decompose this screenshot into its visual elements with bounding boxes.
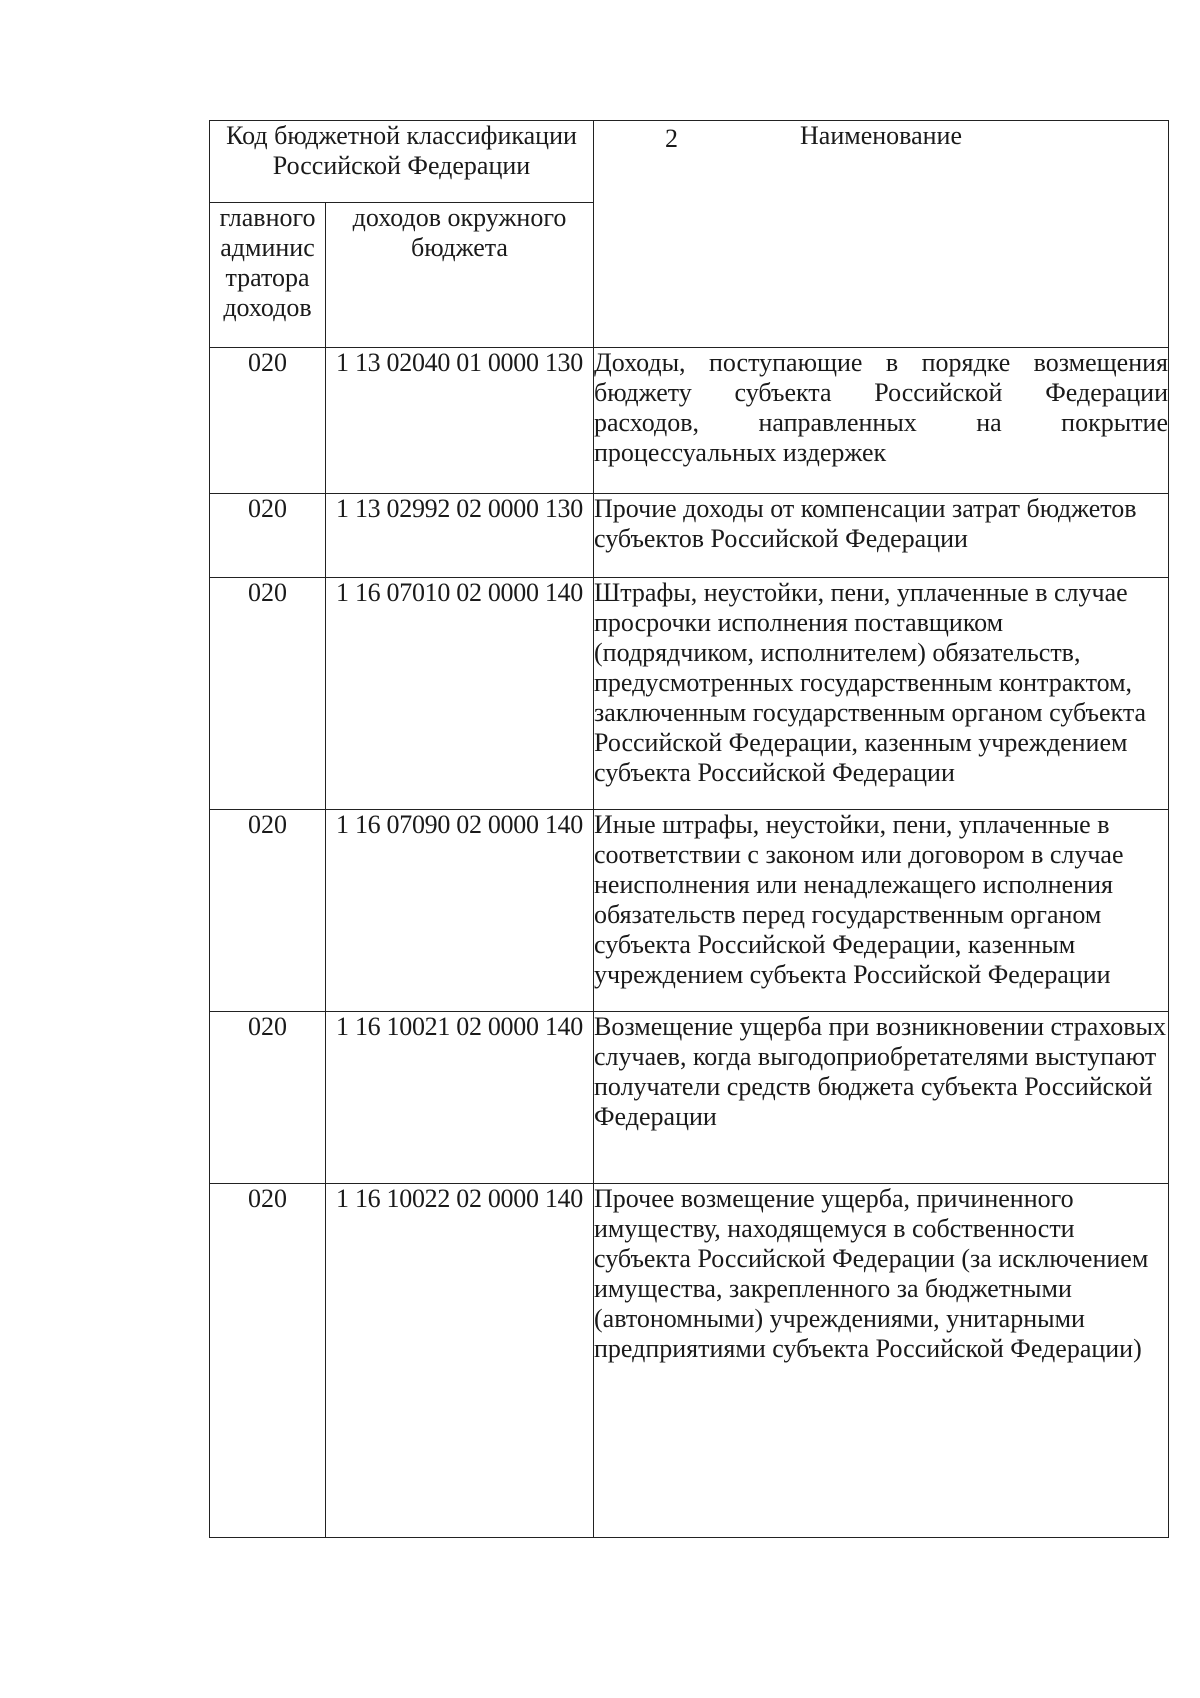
budget-code-cell: 1 16 10021 02 0000 140: [326, 1012, 594, 1184]
header-classification-code: Код бюджетной классификации Российской Федерации: [210, 121, 594, 203]
income-name-cell: Прочее возмещение ущерба, причиненного имуществу, находящемуся в собственности субъекта Российской Федерации (за исключением имущества, закрепленного за бюджетными (автономными) учреждениями, унитарными предприятиями субъекта Российской Федерации): [594, 1184, 1169, 1538]
admin-code-cell: 020: [210, 578, 326, 810]
income-name-cell: Прочие доходы от компенсации затрат бюджетов субъектов Российской Федерации: [594, 494, 1169, 578]
admin-code-cell: 020: [210, 1012, 326, 1184]
budget-code-cell: 1 16 07010 02 0000 140: [326, 578, 594, 810]
table-row: [210, 1012, 1169, 1184]
budget-code-cell: 1 13 02040 01 0000 130: [326, 348, 594, 494]
header-name: Наименование: [594, 121, 1169, 348]
table-row: [210, 810, 1169, 1012]
table-header: [210, 121, 1169, 348]
admin-code-cell: 020: [210, 810, 326, 1012]
income-name-cell: Иные штрафы, неустойки, пени, уплаченные в соответствии с законом или договором в случае неисполнения или ненадлежащего исполнения обязательств перед государственным органом субъекта Российской Федерации, казенным учреждением субъекта Российской Федерации: [594, 810, 1169, 1012]
budget-classification-table: [209, 120, 1169, 1538]
table-row: [210, 494, 1169, 578]
income-name-cell: Штрафы, неустойки, пени, уплаченные в случае просрочки исполнения поставщиком (подрядчиком, исполнителем) обязательств, предусмотренных государственным контрактом, заключенным государственным органом субъекта Российской Федерации, казенным учреждением субъекта Российской Федерации: [594, 578, 1169, 810]
header-district-budget-income: доходов окружного бюджета: [326, 203, 594, 348]
table-row: [210, 578, 1169, 810]
income-name-cell: Доходы, поступающие в порядке возмещения бюджету субъекта Российской Федерации расходов, направленных на покрытие процессуальных издержек: [594, 348, 1169, 494]
budget-code-cell: 1 13 02992 02 0000 130: [326, 494, 594, 578]
budget-code-cell: 1 16 07090 02 0000 140: [326, 810, 594, 1012]
header-chief-administrator: главного админис тратора доходов: [210, 203, 326, 348]
header-row-top: [210, 121, 1169, 203]
budget-code-cell: 1 16 10022 02 0000 140: [326, 1184, 594, 1538]
page-number: 2: [665, 124, 678, 153]
admin-code-cell: 020: [210, 348, 326, 494]
admin-code-cell: 020: [210, 494, 326, 578]
table-row: [210, 1184, 1169, 1538]
table-row: [210, 348, 1169, 494]
admin-code-cell: 020: [210, 1184, 326, 1538]
table-body: [210, 348, 1169, 1538]
income-name-cell: Возмещение ущерба при возникновении страховых случаев, когда выгодоприобретателями выступают получатели средств бюджета субъекта Российской Федерации: [594, 1012, 1169, 1184]
